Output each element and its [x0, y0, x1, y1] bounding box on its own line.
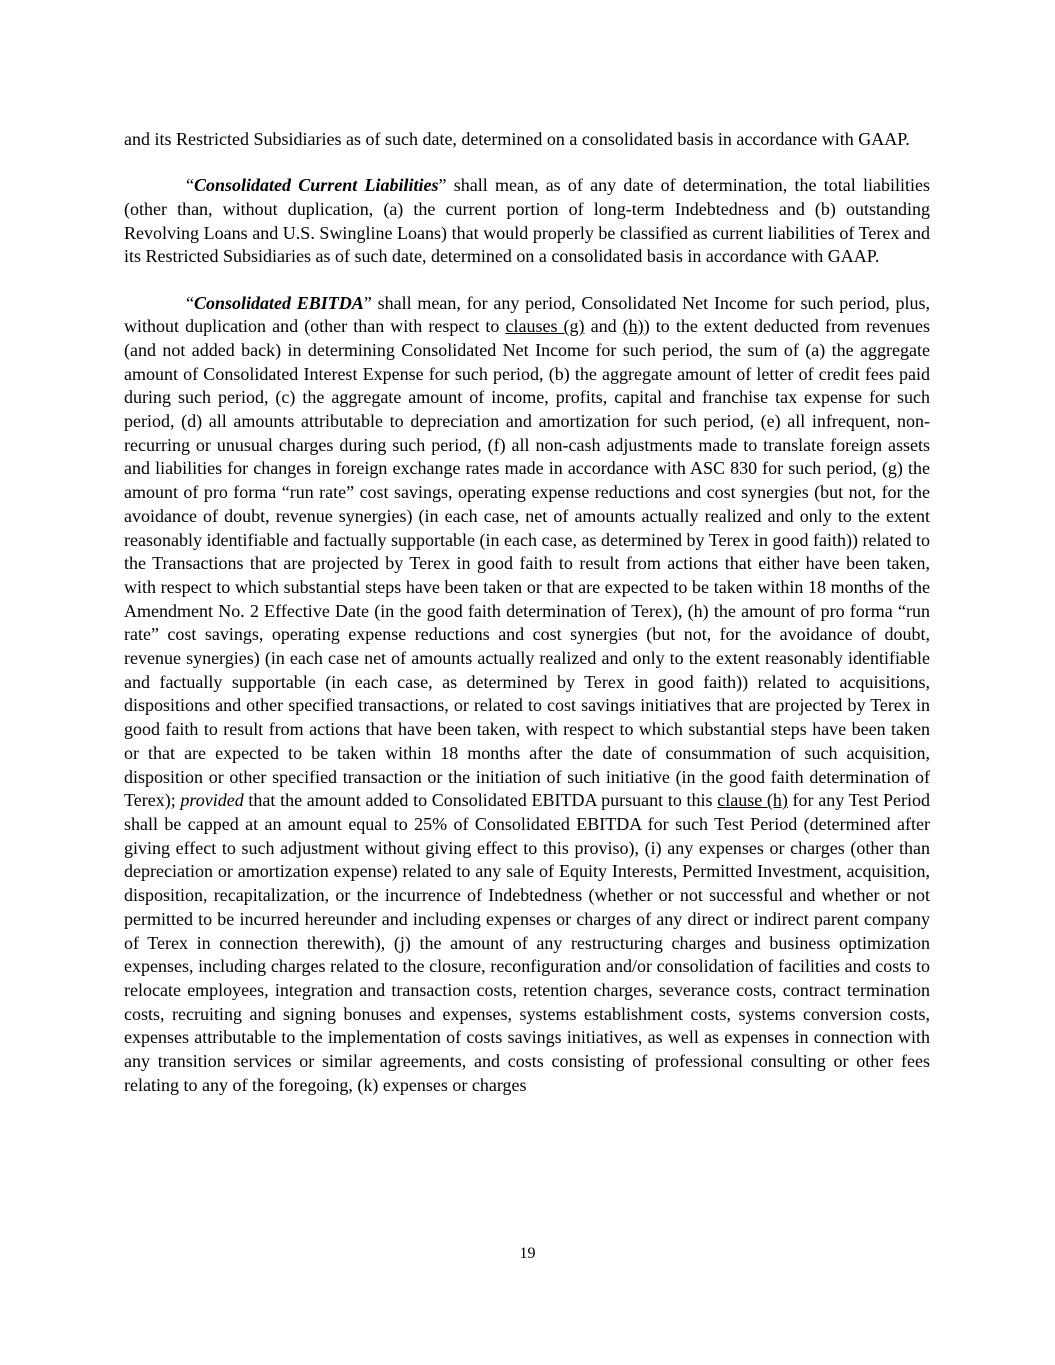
definition-consolidated-current-liabilities	[124, 174, 930, 269]
definition-body: ” shall mean, as of any date of determination, the total liabilities (other than, without duplication, (a) the current portion of long-term Indebtedness and (b) outstanding Revolving Loans and U.S. Swingline Loans) that would properly be classified as current liabilities of Terex and its Restricted Subsidiaries as of such date, determined on a consolidated basis in accordance with GAAP.	[124, 175, 930, 267]
open-quote: “	[186, 292, 194, 313]
definition-body-part-1: ” shall mean, for any period, Consolidated Net Income for such period, plus, without duplication and (other than with respect to	[124, 292, 930, 337]
provided-term: provided	[180, 790, 244, 811]
document-page	[124, 128, 930, 1120]
clause-reference-clause-h: clause (h)	[717, 790, 788, 811]
definition-body-part-5: for any Test Period shall be capped at an amount equal to 25% of Consolidated EBITDA for such Test Period (determined after giving effect to such adjustment without giving effect to this proviso), (i) any expenses or charges (other than depreciation or amortization expense) related to any sale of Equity Interests, Permitted Investment, acquisition, disposition, recapitalization, or the incurrence of Indebtedness (whether or not successful and whether or not permitted to be incurred hereunder and including expenses or charges of any direct or indirect parent company of Terex in connection therewith), (j) the amount of any restructuring charges and business optimization expenses, including charges related to the closure, reconfiguration and/or consolidation of facilities and costs to relocate employees, integration and transaction costs, retention charges, severance costs, contract termination costs, recruiting and signing bonuses and expenses, systems establishment costs, systems conversion costs, expenses attributable to the implementation of costs savings initiatives, as well as expenses in connection with any transition services or similar agreements, and costs consisting of professional consulting or other fees relating to any of the foregoing, (k) expenses or charges	[124, 790, 930, 1095]
definition-body-part-3: ) to the extent deducted from revenues (and not added back) in determining Consolidated Net Income for such period, the sum of (a) the aggregate amount of Consolidated Interest Expense for such period, (b) the aggregate amount of letter of credit fees paid during such period, (c) the aggregate amount of income, profits, capital and franchise tax expense for such period, (d) all amounts attributable to depreciation and amortization for such period, (e) all infrequent, non-recurring or unusual charges during such period, (f) all non-cash adjustments made to translate foreign assets and liabilities for changes in foreign exchange rates made in accordance with ASC 830 for such period, (g) the amount of pro forma “run rate” cost savings, operating expense reductions and cost synergies (but not, for the avoidance of doubt, revenue synergies) (in each case, net of amounts actually realized and only to the extent reasonably identifiable and factually supportable (in each case, as determined by Terex in good faith)) related to the Transactions that are projected by Terex in good faith to result from actions that either have been taken, with respect to which substantial steps have been taken or that are expected to be taken within 18 months of the Amendment No. 2 Effective Date (in the good faith determination of Terex), (h) the amount of pro forma “run rate” cost savings, operating expense reductions and cost synergies (but not, for the avoidance of doubt, revenue synergies) (in each case net of amounts actually realized and only to the extent reasonably identifiable and factually supportable (in each case, as determined by Terex in good faith)) related to acquisitions, dispositions and other specified transactions, or related to cost savings initiatives that are projected by Terex in good faith to result from actions that have been taken, with respect to which substantial steps have been taken or that are expected to be taken within 18 months after the date of consummation of such acquisition, disposition or other specified transaction or the initiation of such initiative (in the good faith determination of Terex);	[124, 316, 931, 811]
definition-consolidated-ebitda	[124, 292, 930, 1098]
defined-term: Consolidated Current Liabilities	[194, 175, 439, 196]
page-number: 19	[519, 1245, 536, 1262]
open-quote: “	[186, 175, 194, 196]
paragraph-continuation	[124, 128, 930, 152]
definition-body-part-2: and	[584, 316, 623, 337]
defined-term: Consolidated EBITDA	[194, 292, 364, 313]
clause-reference-g: clauses (g)	[505, 316, 585, 337]
paragraph-text: and its Restricted Subsidiaries as of such date, determined on a consolidated basis in accordance with GAAP.	[124, 129, 910, 149]
clause-reference-h: (h)	[622, 316, 644, 337]
definition-body-part-4: that the amount added to Consolidated EBITDA pursuant to this	[243, 790, 718, 811]
